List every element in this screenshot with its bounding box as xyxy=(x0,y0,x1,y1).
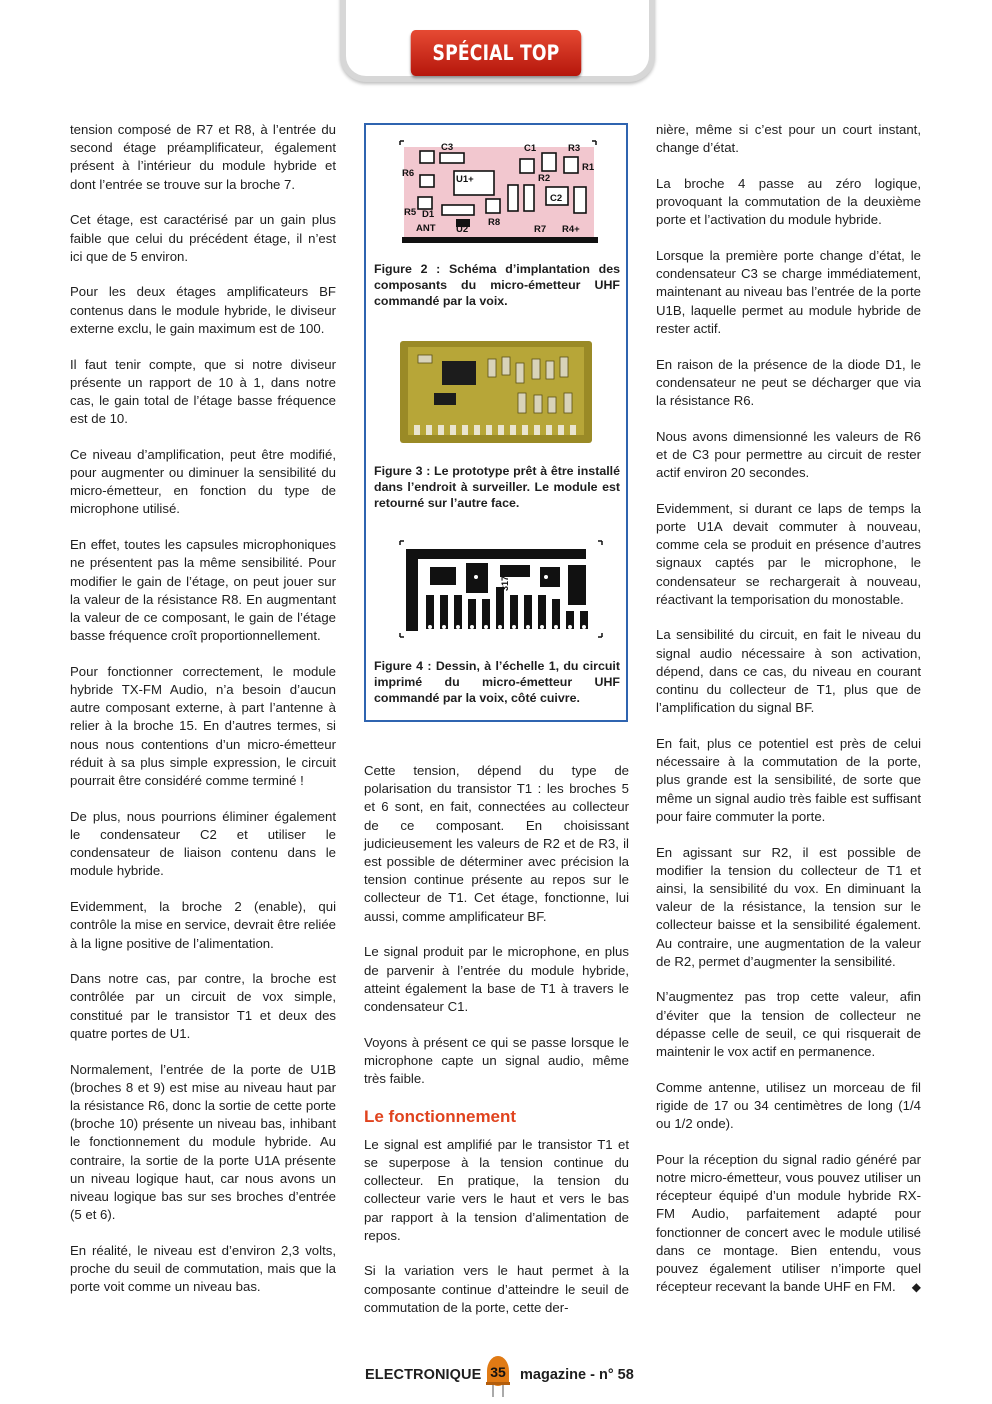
paragraph-text: Pour la réception du signal radio généré par notre micro-émetteur, vous pouvez utiliser un récepteur équipé d’un module hybride RX-FM Audio, parfaitement adapté pour fonctionner de concert avec le module utilisé dans ce montage. Bien entendu, vous pouvez également utiliser n’importe quel récepteur recevant la bande UHF en FM. xyxy=(656,1151,921,1295)
page-number: 35 xyxy=(490,1364,506,1380)
left-column xyxy=(70,121,336,1314)
paragraph: Pour fonctionner correctement, le module hybride TX-FM Audio, n’a besoin d’aucun autre composant externe, à part l’antenne à relier à la broche 15. En d’autres termes, si nous nous contentions d’un micro-émetteur réduit à sa plus simple expression, le circuit pourrait être considéré comme terminé ! xyxy=(70,663,336,789)
paragraph: En fait, plus ce potentiel est près de celui nécessaire à la commutation de la porte, plus grande est la sensibilité, de sorte que même un signal audio très faible est suffisant pour faire commuter la porte. xyxy=(656,735,921,824)
page-footer xyxy=(365,1362,645,1392)
pcb-label: R5 xyxy=(404,207,417,218)
pcb-label: R6 xyxy=(402,168,415,179)
section-banner: SPÉCIAL TOP SECRET xyxy=(411,30,582,76)
paragraph: N’augmentez pas trop cette valeur, afin d’éviter que la tension de collecteur ne dépasse celle de seuil, ce qui risquerait de maintenir le vox actif en permanence. xyxy=(656,989,921,1060)
paragraph: Le signal produit par le microphone, en plus de parvenir à l’entrée du module hybride, atteint également la base de T1 à travers le condensateur C1. xyxy=(364,944,629,1014)
component-layout-figure xyxy=(396,137,604,255)
pcb-label: U1+ xyxy=(456,174,474,185)
paragraph: Cette tension, dépend du type de polarisation du transistor T1 : les broches 5 et 6 sont, en fait, connectées au collecteur de ce composant. En choisissant judicieusement les valeurs de R2 et de R3, il est possible de déterminer avec précision la tension continue présente au repos sur le collecteur de T1. Cet étage, fonctionne, lui aussi, comme amplificateur BF. xyxy=(364,763,629,924)
pcb-label: R3 xyxy=(568,143,581,154)
prototype-photo xyxy=(398,339,594,445)
figures-panel xyxy=(364,123,628,722)
pcb-label: R1 xyxy=(582,162,595,173)
pcb-label: ANT xyxy=(416,223,436,234)
paragraph: En raison de la présence de la diode D1, le condensateur ne peut se décharger que via la résistance R6. xyxy=(656,356,921,408)
pcb-label: U2 xyxy=(456,224,469,235)
paragraph: En réalité, le niveau est d’environ 2,3 volts, proche du seuil de commutation, mais que la porte voit comme un niveau bas. xyxy=(70,1242,336,1295)
pcb-label: C1 xyxy=(524,143,537,154)
pcb-label: R7 xyxy=(534,224,547,235)
paragraph: Normalement, l’entrée de la porte de U1B (broches 8 et 9) est mise au niveau haut par la résistance R6, donc la sortie de cette porte (broche 10) présente un niveau bas, inhibant le fonctionnement du module hybride. Au contraire, la sortie de la porte U1A présente un niveau logique haut, car nous avons un niveau logique bas sur ses broches d’entrée (5 et 6). xyxy=(70,1061,336,1223)
paragraph: Il faut tenir compte, que si notre diviseur présente un rapport de 10 à 1, dans notre cas, le gain total de l’étage basse fréquence est de 10. xyxy=(70,356,336,427)
paragraph: Lorsque la première porte change d’état, le condensateur C3 se charge immédiatement, maintenant au niveau bas l’entrée de la porte U1B, laquelle permet au module hybride de rester actif. xyxy=(656,248,921,336)
page-number-badge xyxy=(483,1355,513,1397)
paragraph: La broche 4 passe au zéro logique, provoquant la commutation de la deuxième porte et l’activation du module hybride. xyxy=(656,175,921,228)
pcb-label: D1 xyxy=(422,209,435,220)
pcb-label: R8 xyxy=(488,217,501,228)
paragraph: Si la variation vers le haut permet à la composante continue d’atteindre le seuil de commutation de la porte, cette der- xyxy=(364,1263,629,1315)
paragraph: Evidemment, si durant ce laps de temps la porte U1A devait commuter à nouveau, comme cela se produit en présence d’autres signaux captés par le microphone, le condensateur se rechargerait à nouveau, réactivant la temporisation du monostable. xyxy=(656,500,921,607)
paragraph: En effet, toutes les capsules microphoniques ne présentent pas la même sensibilité. Pour modifier le gain de l’étage, on peut jouer sur la valeur de la résistance R8. En augmentant la valeur de ce composant, le gain de l’étage basse fréquence croît proportionnellement. xyxy=(70,537,336,644)
pcb-label: C3 xyxy=(441,142,454,153)
paragraph: La sensibilité du circuit, en fait le niveau du signal audio nécessaire à son activation, dépend, dans ce cas, du niveau en courant continu du collecteur de T1, plus que de l’amplification du signal BF. xyxy=(656,627,921,716)
pcb-label: R4+ xyxy=(562,224,580,235)
paragraph: En agissant sur R2, il est possible de modifier la tension du collecteur de T1 et ainsi, la sensibilité du vox. En diminuant la valeur de la résistance, la tension sur le collecteur baisse et la sensibilité également. Au contraire, une augmentation de la valeur de R2, permet d’augmenter la sensibilité. xyxy=(656,844,921,969)
paragraph: Dans notre cas, par contre, la broche est contrôlée par un circuit de vox simple, constitué par le transistor T1 et deux des quatre portes de U1. xyxy=(70,971,336,1041)
section-heading: Le fonctionnement xyxy=(364,1106,517,1126)
paragraph: De plus, nous pourrions éliminer également le condensateur C2 et utiliser le condensateur de liaison contenu dans le module hybride. xyxy=(70,808,336,879)
paragraph: Ce niveau d’amplification, peut être modifié, pour augmenter ou diminuer la sensibilité du micro-émetteur, en fonction du type de microphone utilisé. xyxy=(70,446,336,517)
paragraph xyxy=(656,1151,921,1297)
paragraph: Voyons à présent ce qui se passe lorsque le microphone capte un signal audio, même très faible. xyxy=(364,1034,629,1087)
magazine-issue: magazine - n° 58 xyxy=(520,1367,634,1383)
paragraph: Pour les deux étages amplificateurs BF contenus dans le module hybride, le diviseur externe exclu, le gain maximum est de 100. xyxy=(70,284,336,336)
paragraph: Comme antenne, utilisez un morceau de fil rigide de 17 ou 34 centimètres de long (1/4 ou 1/2 onde). xyxy=(656,1079,921,1132)
pcb-label: R2 xyxy=(538,173,551,184)
pcb-copper-figure xyxy=(396,537,606,641)
figure-4-caption: Figure 4 : Dessin, à l’échelle 1, du circuit imprimé du micro-émetteur UHF commandé par la voix, côté cuivre. xyxy=(374,659,620,705)
paragraph: Nous avons dimensionné les valeurs de R6 et de C3 pour permettre au circuit de rester actif environ 20 secondes. xyxy=(656,428,921,481)
right-column xyxy=(656,121,921,1314)
pcb-board-label: 317 xyxy=(500,575,510,591)
figure-3-caption: Figure 3 : Le prototype prêt à être installé dans l’endroit à surveiller. Le module est retourné sur l’autre face. xyxy=(374,464,620,510)
paragraph: nière, même si c’est pour un court instant, change d’état. xyxy=(656,122,921,156)
paragraph: Evidemment, la broche 2 (enable), qui contrôle la mise en service, devrait être reliée à la ligne positive de l’alimentation. xyxy=(70,899,336,951)
middle-column xyxy=(364,762,629,1335)
pcb-label: C2 xyxy=(550,193,563,204)
magazine-name: ELECTRONIQUE xyxy=(365,1367,482,1383)
end-of-article-mark: ◆ xyxy=(911,1280,921,1295)
paragraph: tension composé de R7 et R8, à l’entrée du second étage préamplificateur, également présent à l’intérieur du module hybride et dont l’entrée se trouve sur la broche 7. xyxy=(70,122,336,192)
paragraph: Le signal est amplifié par le transistor T1 et se superpose à la tension continue du collecteur. En pratique, la tension du collecteur varie vers le haut et vers le bas par rapport à la tension d’alimentation de repos. xyxy=(364,1136,629,1243)
figure-2-caption: Figure 2 : Schéma d’implantation des composants du micro-émetteur UHF commandé par la voix. xyxy=(374,262,620,308)
paragraph: Cet étage, est caractérisé par un gain plus faible que celui du précédent étage, il n’est ici que de 5 environ. xyxy=(70,212,336,264)
